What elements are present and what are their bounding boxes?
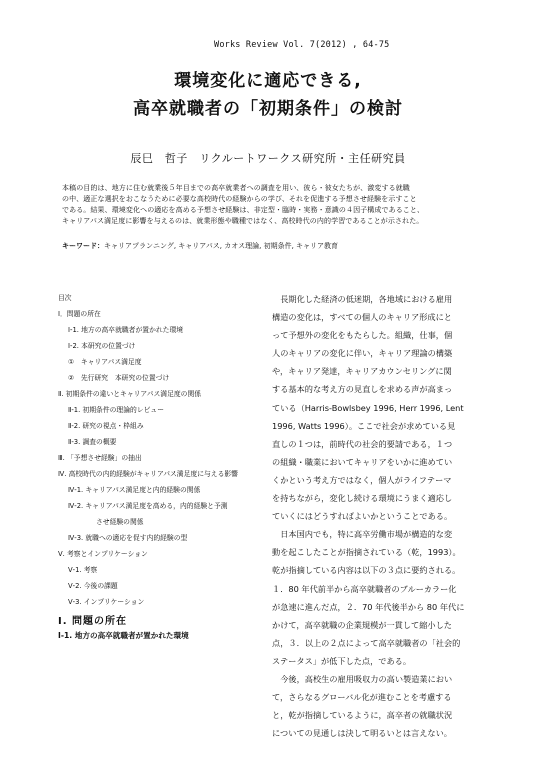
abstract-line: の中、適正な選択をおこなうために必要な高校時代の経験からの学び、それを促進する予想させ経験を示すこと <box>62 195 417 203</box>
body-line: 点，３．以上の２点によって高卒就職者の「社会的 <box>272 637 461 648</box>
body-line: についての見通しは決して明るいとは言えない。 <box>272 728 452 739</box>
toc-entry: させ経験の関係 <box>96 518 144 526</box>
body-line: や，キャリア発達，キャリアカウンセリングに関 <box>272 366 452 377</box>
subsection-heading: Ⅰ-1. 地方の高卒就職者が置かれた環境 <box>58 631 189 640</box>
section-heading: Ⅰ. 問題の所在 <box>58 616 128 627</box>
abstract-line: 本稿の目的は、地方に住む就業後５年目までの高卒就業者への調査を用い、彼ら・彼女たちが、激変する就職 <box>62 184 410 192</box>
toc-entry: Ⅳ-2. キャリアパス満足度を高める，内的経験と予測 <box>68 502 228 510</box>
toc-entry: ② 先行研究 本研究の位置づけ <box>68 374 170 382</box>
keywords-list: キャリアプランニング, キャリアパス, カオス理論, 初期条件, キャリア教育 <box>104 242 339 250</box>
body-line: 構造の変化は，すべての個人のキャリア形成にと <box>272 312 452 323</box>
body-line: の組織・職業においてキャリアをいかに進めてい <box>272 456 453 467</box>
body-line: って予想外の変化をもたらした。組織，仕事，個 <box>272 330 453 341</box>
toc-entry: Ⅴ-1. 考察 <box>68 566 98 574</box>
body-line: かけて，高卒就職の企業規模が一貫して縮小した <box>272 619 452 630</box>
toc-entry: Ⅱ-1. 初期条件の理論的レビュー <box>68 406 165 414</box>
body-line: する基本的な考え方の見直しを求める声が高まっ <box>272 384 453 395</box>
body-line: 動を起こしたことが指摘されている（乾，1993）。 <box>272 547 461 558</box>
paper-title-line-1: 環境変化に適応できる, <box>174 71 362 91</box>
toc-entry: Ⅱ-3. 調査の概要 <box>68 438 117 446</box>
abstract-line: である。結果、環境変化への適応を高める予想させ経験は、非定型・臨時・実務・意識の４因子構成であること、 <box>62 206 425 214</box>
body-line: と，乾が指摘しているように，高卒者の就職状況 <box>272 710 453 721</box>
body-line: て，さらなるグローバル化が進むことを考慮する <box>272 692 452 703</box>
body-line: ステータス」が低下した点，である。 <box>272 655 412 666</box>
body-line: が急速に進んだ点，２．70 年代後半から 80 年代に <box>272 601 465 612</box>
toc-entry: Ⅳ. 高校時代の内的経験がキャリアパス満足度に与える影響 <box>58 470 238 478</box>
body-line: 長期化した経済の低迷期，各地域における雇用 <box>272 294 453 304</box>
toc-entry: Ⅱ. 初期条件の違いとキャリアパス満足度の関係 <box>58 390 202 398</box>
toc-entry: Ⅰ．問題の所在 <box>58 310 101 318</box>
author-line: 辰巳 哲子 リクルートワークス研究所・主任研究員 <box>130 152 406 165</box>
body-text <box>272 290 472 742</box>
toc-entry: Ⅳ-1. キャリアパス満足度と内的経験の関係 <box>68 486 201 494</box>
toc-entry: Ⅴ-2. 今後の課題 <box>68 582 118 590</box>
toc-entry: Ⅱ-2. 研究の視点・枠組み <box>68 422 144 430</box>
body-line: ていくにはどうすればよいかということである。 <box>272 511 453 522</box>
toc-entry: 目次 <box>58 294 72 302</box>
body-line: くかという考え方ではなく，個人がライフテーマ <box>272 474 452 485</box>
body-line: ている（Harris-Bowlsbey 1996, Herr 1996, Lent <box>272 402 464 413</box>
journal-citation: Works Review Vol. 7(2012) , 64-75 <box>214 40 390 50</box>
abstract <box>62 183 482 227</box>
toc-entry: Ⅴ-3. インプリケーション <box>68 598 145 606</box>
toc-entry: Ⅴ. 考察とインプリケーション <box>58 550 148 558</box>
toc-entry: Ⅰ-1. 地方の高卒就職者が置かれた環境 <box>68 326 184 334</box>
body-line: 人のキャリアの変化に伴い，キャリア理論の構築 <box>272 348 453 359</box>
body-line: 今後，高校生の雇用吸収力の高い製造業におい <box>272 673 453 684</box>
keywords <box>62 241 482 251</box>
keywords-label: キーワード： <box>62 242 104 250</box>
abstract-line: キャリアパス満足度に影響を与えるのは、就業形態や職種ではなく、高校時代の内的学習であることが示された。 <box>62 217 424 225</box>
paper-title-line-2: 高卒就職者の「初期条件」の検討 <box>133 99 403 119</box>
toc-entry: Ⅳ-3. 就職への適応を促す内的経験の型 <box>68 534 188 542</box>
body-line: 直しの１つは，前時代の社会的要請である，１つ <box>272 438 453 449</box>
toc-entry: ① キャリアパス満足度 <box>68 358 142 366</box>
body-line: １．80 年代前半から高卒就職者のブルーカラー化 <box>272 583 457 594</box>
toc-entry: Ⅲ. 「予想させ経験」の抽出 <box>58 454 142 462</box>
body-line: 1996, Watts 1996）。ここで社会が求めている見 <box>272 420 456 431</box>
body-line: 日本国内でも，特に高卒労働市場が構造的な変 <box>272 529 453 540</box>
toc-entry: Ⅰ-2. 本研究の位置づけ <box>68 342 136 350</box>
body-line: を持ちながら，変化し続ける環境にうまく適応し <box>272 493 453 504</box>
body-line: 乾が指摘している内容は以下の３点に要約される。 <box>272 565 461 576</box>
